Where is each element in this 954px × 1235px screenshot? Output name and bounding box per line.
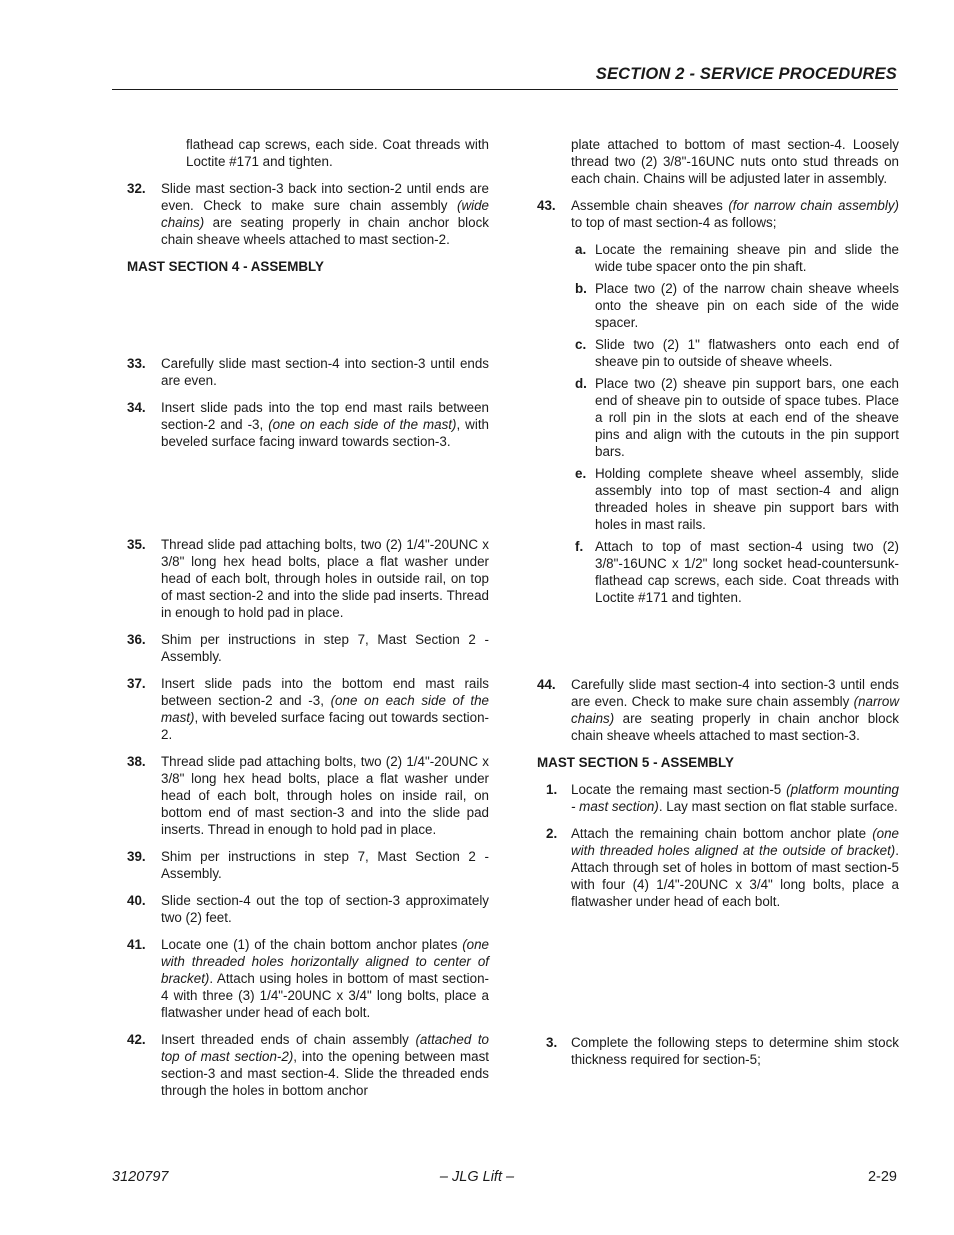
substep-text: Slide two (2) 1" flatwashers onto each end of sheave pin to outside of sheave wheels. [595,337,899,369]
step-text-italic: (one on each side of the mast) [161,693,489,725]
step-text-italic: (platform mounting - mast section) [571,782,899,814]
step-text: , into the opening between mast section-3 and mast section-4. Slide the threaded ends through the holes in bottom anchor [161,1049,489,1098]
step-text: Locate one (1) of the chain bottom anchor plates [161,937,463,952]
step-text-italic: (wide chains) [161,198,489,230]
step-text: Complete the following steps to determine shim stock thickness required for section-5; [571,1035,899,1067]
document-number: 3120797 [112,1169,169,1185]
substep-letter: d. [575,376,587,391]
step-35 [127,536,489,621]
substep-letter: a. [575,242,587,257]
step-text: Shim per instructions in step 7, Mast Section 2 - Assembly. [161,632,489,664]
step-text: Slide section-4 out the top of section-3 approximately two (2) feet. [161,893,489,925]
step-text: Carefully slide mast section-4 into section-3 until ends are even. [161,356,489,388]
substep-text: Holding complete sheave wheel assembly, slide assembly into top of mast section-4 and align threaded holes in sheave pin support bars with holes in mast rails. [595,466,899,532]
step-text-italic: (narrow chains) [571,694,899,726]
step-text-italic: (for narrow chain assembly) [728,198,899,213]
substep-b [537,280,899,331]
step-number: 40. [127,893,146,908]
step-number: 38. [127,754,146,769]
step-33 [127,355,489,389]
step-number: 32. [127,181,146,196]
step-40 [127,892,489,926]
substep-text: Attach to top of mast section-4 using two (2) 3/8"-16UNC x 1/2" long socket head-countersunk-flathead cap screws, each side. Coat threads with Loctite #171 and tighten. [595,539,899,605]
step-number: 39. [127,849,146,864]
step-text: are seating properly in chain anchor block chain sheave wheels attached to mast section-2. [161,215,489,247]
step-text: . Lay mast section on flat stable surface. [658,799,898,814]
step-number: 2. [546,826,558,841]
step-text: Insert slide pads into the top end mast rails between section-2 and -3, [161,400,489,432]
substep-d [537,375,899,460]
page-number: 2-29 [867,1169,897,1185]
step-text: , with beveled surface facing inward towards section-3. [161,417,489,449]
step-number: 3. [546,1035,558,1050]
step-text: Attach the remaining chain bottom anchor plate [571,826,873,841]
step-number: 44. [537,677,556,692]
step-text: . Attach using holes in bottom of mast section-4 with three (3) 1/4"-20UNC x 3/4" long bolts, place a flatwasher under head of each bolt. [161,971,489,1020]
substep-letter: e. [575,466,587,481]
step-32 [127,180,489,248]
step-text: Insert slide pads into the bottom end mast rails between section-2 and -3, [161,676,489,708]
section-heading: MAST SECTION 4 - ASSEMBLY [127,259,324,274]
step-text: Insert threaded ends of chain assembly [161,1032,416,1047]
step-number: 43. [537,198,556,213]
substep-text: Locate the remaining sheave pin and slide the wide tube spacer onto the pin shaft. [595,242,899,274]
step-36 [127,631,489,665]
step-text: to top of mast section-4 as follows; [571,215,777,230]
step-text-italic: (one with threaded holes horizontally aligned to center of bracket) [161,937,489,986]
step-number: 34. [127,400,146,415]
step-number: 35. [127,537,146,552]
continued-text: plate attached to bottom of mast section-4. Loosely thread two (2) 3/8"-16UNC nuts onto stud threads on each chain. Chains will be adjusted later in assembly. [571,137,899,186]
step-text: Shim per instructions in step 7, Mast Section 2 - Assembly. [161,849,489,881]
step-text: Thread slide pad attaching bolts, two (2) 1/4"-20UNC x 3/8" long hex head bolts, place a flat washer under head of each bolt, through holes on inside rail, on bottom end of mast section-3 and into the slide pad inserts. Thread in enough to hold pad in place. [161,754,489,837]
step-43 [537,197,899,231]
header-divider [112,89,898,90]
section-heading: MAST SECTION 5 - ASSEMBLY [537,755,734,770]
step-42 [127,1031,489,1099]
left-column [127,136,489,1109]
step-34 [127,399,489,450]
step-1 [537,781,899,815]
step-text: Carefully slide mast section-4 into section-3 until ends are even. Check to make sure chain assembly [571,677,899,709]
step-3 [537,1034,899,1068]
substep-f [537,538,899,606]
step-number: 41. [127,937,146,952]
step-text-italic: (one with threaded holes aligned at the outside of bracket) [571,826,899,858]
substep-text: Place two (2) sheave pin support bars, one each end of sheave pin to outside of space tubes. Place a roll pin in the slots at each end of the sheave pins and align with the cutouts in the pin support bars. [595,376,899,459]
step-38 [127,753,489,838]
step-text-italic: (attached to top of mast section-2) [161,1032,489,1064]
step-text: are seating properly in chain anchor block chain sheave wheels attached to mast section-3. [571,711,899,743]
step-text: Locate the remaing mast section-5 [571,782,787,797]
step-text-italic: (one on each side of the mast) [268,417,457,432]
section-title: SECTION 2 - SERVICE PROCEDURES [595,65,897,83]
step-text: Thread slide pad attaching bolts, two (2) 1/4"-20UNC x 3/8" long hex head bolts, place a flat washer under head of each bolt, through holes in outside rail, on top of mast section-2 and into the slide pad inserts. Thread in enough to hold pad in place. [161,537,489,620]
step-2 [537,825,899,910]
substep-letter: f. [575,539,584,554]
step-text: Assemble chain sheaves [571,198,729,213]
substep-letter: b. [575,281,587,296]
right-column [537,136,899,1078]
step-number: 33. [127,356,146,371]
substep-a [537,241,899,275]
step-text: Slide mast section-3 back into section-2 until ends are even. Check to make sure chain assembly [161,181,489,213]
step-number: 42. [127,1032,146,1047]
step-text: , with beveled surface facing out towards section-2. [161,710,489,742]
step-39 [127,848,489,882]
step-37 [127,675,489,743]
step-text: . Attach through set of holes in bottom of mast section-5 with four (4) 1/4"-20UNC x 3/4" long bolts, place a flatwasher under head of each bolt. [571,843,899,909]
substep-e [537,465,899,533]
step-number: 36. [127,632,146,647]
step-number: 37. [127,676,146,691]
step-44 [537,676,899,744]
step-41 [127,936,489,1021]
substep-letter: c. [575,337,587,352]
substep-c [537,336,899,370]
step-number: 1. [546,782,558,797]
continued-text: flathead cap screws, each side. Coat threads with Loctite #171 and tighten. [186,137,489,169]
footer-brand: – JLG Lift – [439,1169,515,1185]
substep-text: Place two (2) of the narrow chain sheave wheels onto the sheave pin on each side of the wide spacer. [595,281,899,330]
